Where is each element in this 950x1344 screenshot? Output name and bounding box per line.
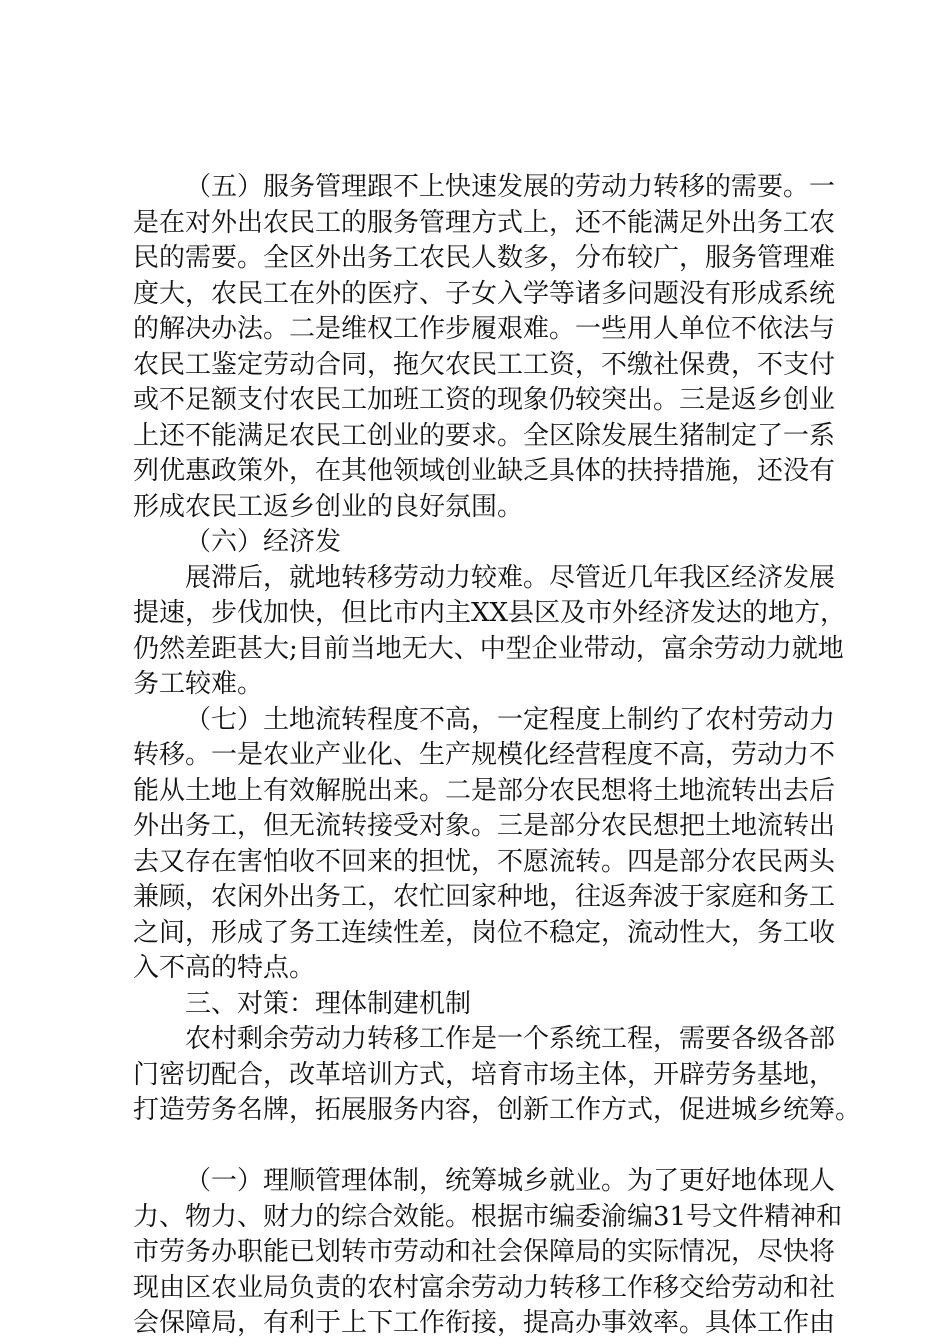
paragraph-1-line-4: 现由区农业局负责的农村富余劳动力转移工作移交给劳动和社 [133,1272,836,1303]
paragraph-5-line-8: 上还不能满足农民工创业的要求。全区除发展生猪制定了一系 [133,420,836,451]
paragraph-6-line-2: 提速，步伐加快，但比市内主XX县区及市外经济发达的地方， [133,598,847,628]
heading-6: （六）经济发 [185,527,342,557]
paragraph-5-line-10: 形成农民工返乡创业的良好氛围。 [133,491,524,522]
paragraph-5-line-5: 的解决办法。二是维权工作步履艰难。一些用人单位不依法与 [133,314,836,344]
paragraph-7-line-7: 之间，形成了务工连续性差，岗位不稳定，流动性大，务工收 [133,917,836,948]
document-body [133,170,862,1342]
paragraph-5-line-2: 是在对外出农民工的服务管理方式上，还不能满足外出务工农 [133,207,836,238]
paragraph-1-line-3: 市劳务办职能已划转市劳动和社会保障局的实际情况，尽快将 [133,1237,836,1267]
paragraph-6-line-3: 仍然差距甚大;目前当地无大、中型企业带动，富余劳动力就地 [133,633,844,664]
paragraph-1-line-1: （一）理顺管理体制，统筹城乡就业。为了更好地体现人 [185,1166,836,1196]
paragraph-7-line-4: 外出务工，但无流转接受对象。三是部分农民想把土地流转出 [133,811,836,841]
paragraph-7-line-6: 兼顾，农闲外出务工，农忙回家种地，往返奔波于家庭和务工 [133,882,836,912]
paragraph-5-line-9: 列优惠政策外，在其他领域创业缺乏具体的扶持措施，还没有 [133,456,836,486]
paragraph-intro-line-3: 打造劳务名牌，拓展服务内容，创新工作方式，促进城乡统筹。 [133,1095,862,1125]
paragraph-5-line-4: 度大，农民工在外的医疗、子女入学等诸多问题没有形成系统 [133,278,836,309]
paragraph-5-line-3: 民的需要。全区外出务工农民人数多，分布较广，服务管理难 [133,243,836,273]
paragraph-7-line-8: 入不高的特点。 [133,953,316,983]
paragraph-7-line-1: （七）土地流转程度不高，一定程度上制约了农村劳动力 [185,704,836,735]
paragraph-5-line-7: 或不足额支付农民工加班工资的现象仍较突出。三是返乡创业 [133,385,836,415]
paragraph-7-line-3: 能从土地上有效解脱出来。二是部分农民想将土地流转出去后 [133,775,836,806]
paragraph-intro-line-1: 农村剩余劳动力转移工作是一个系统工程，需要各级各部 [185,1024,836,1054]
paragraph-1-line-5: 会保障局，有利于上下工作衔接，提高办事效率。具体工作由 [133,1308,836,1338]
paragraph-6-line-4: 务工较难。 [133,669,264,699]
section-heading-3: 三、对策：理体制建机制 [185,988,472,1019]
paragraph-5-line-1: （五）服务管理跟不上快速发展的劳动力转移的需要。一 [185,172,836,202]
paragraph-gap [133,1129,833,1165]
paragraph-7-line-2: 转移。一是农业产业化、生产规模化经营程度不高，劳动力不 [133,740,836,770]
paragraph-intro-line-2: 门密切配合，改革培训方式，培育市场主体，开辟劳务基地， [133,1059,836,1090]
paragraph-6-line-1: 展滞后，就地转移劳动力较难。尽管近几年我区经济发展 [185,562,836,593]
paragraph-7-line-5: 去又存在害怕收不回来的担忧，不愿流转。四是部分农民两头 [133,846,836,877]
paragraph-5-line-6: 农民工鉴定劳动合同，拖欠农民工工资，不缴社保费，不支付 [133,349,836,380]
paragraph-1-line-2: 力、物力、财力的综合效能。根据市编委渝编31号文件精神和 [133,1201,843,1232]
